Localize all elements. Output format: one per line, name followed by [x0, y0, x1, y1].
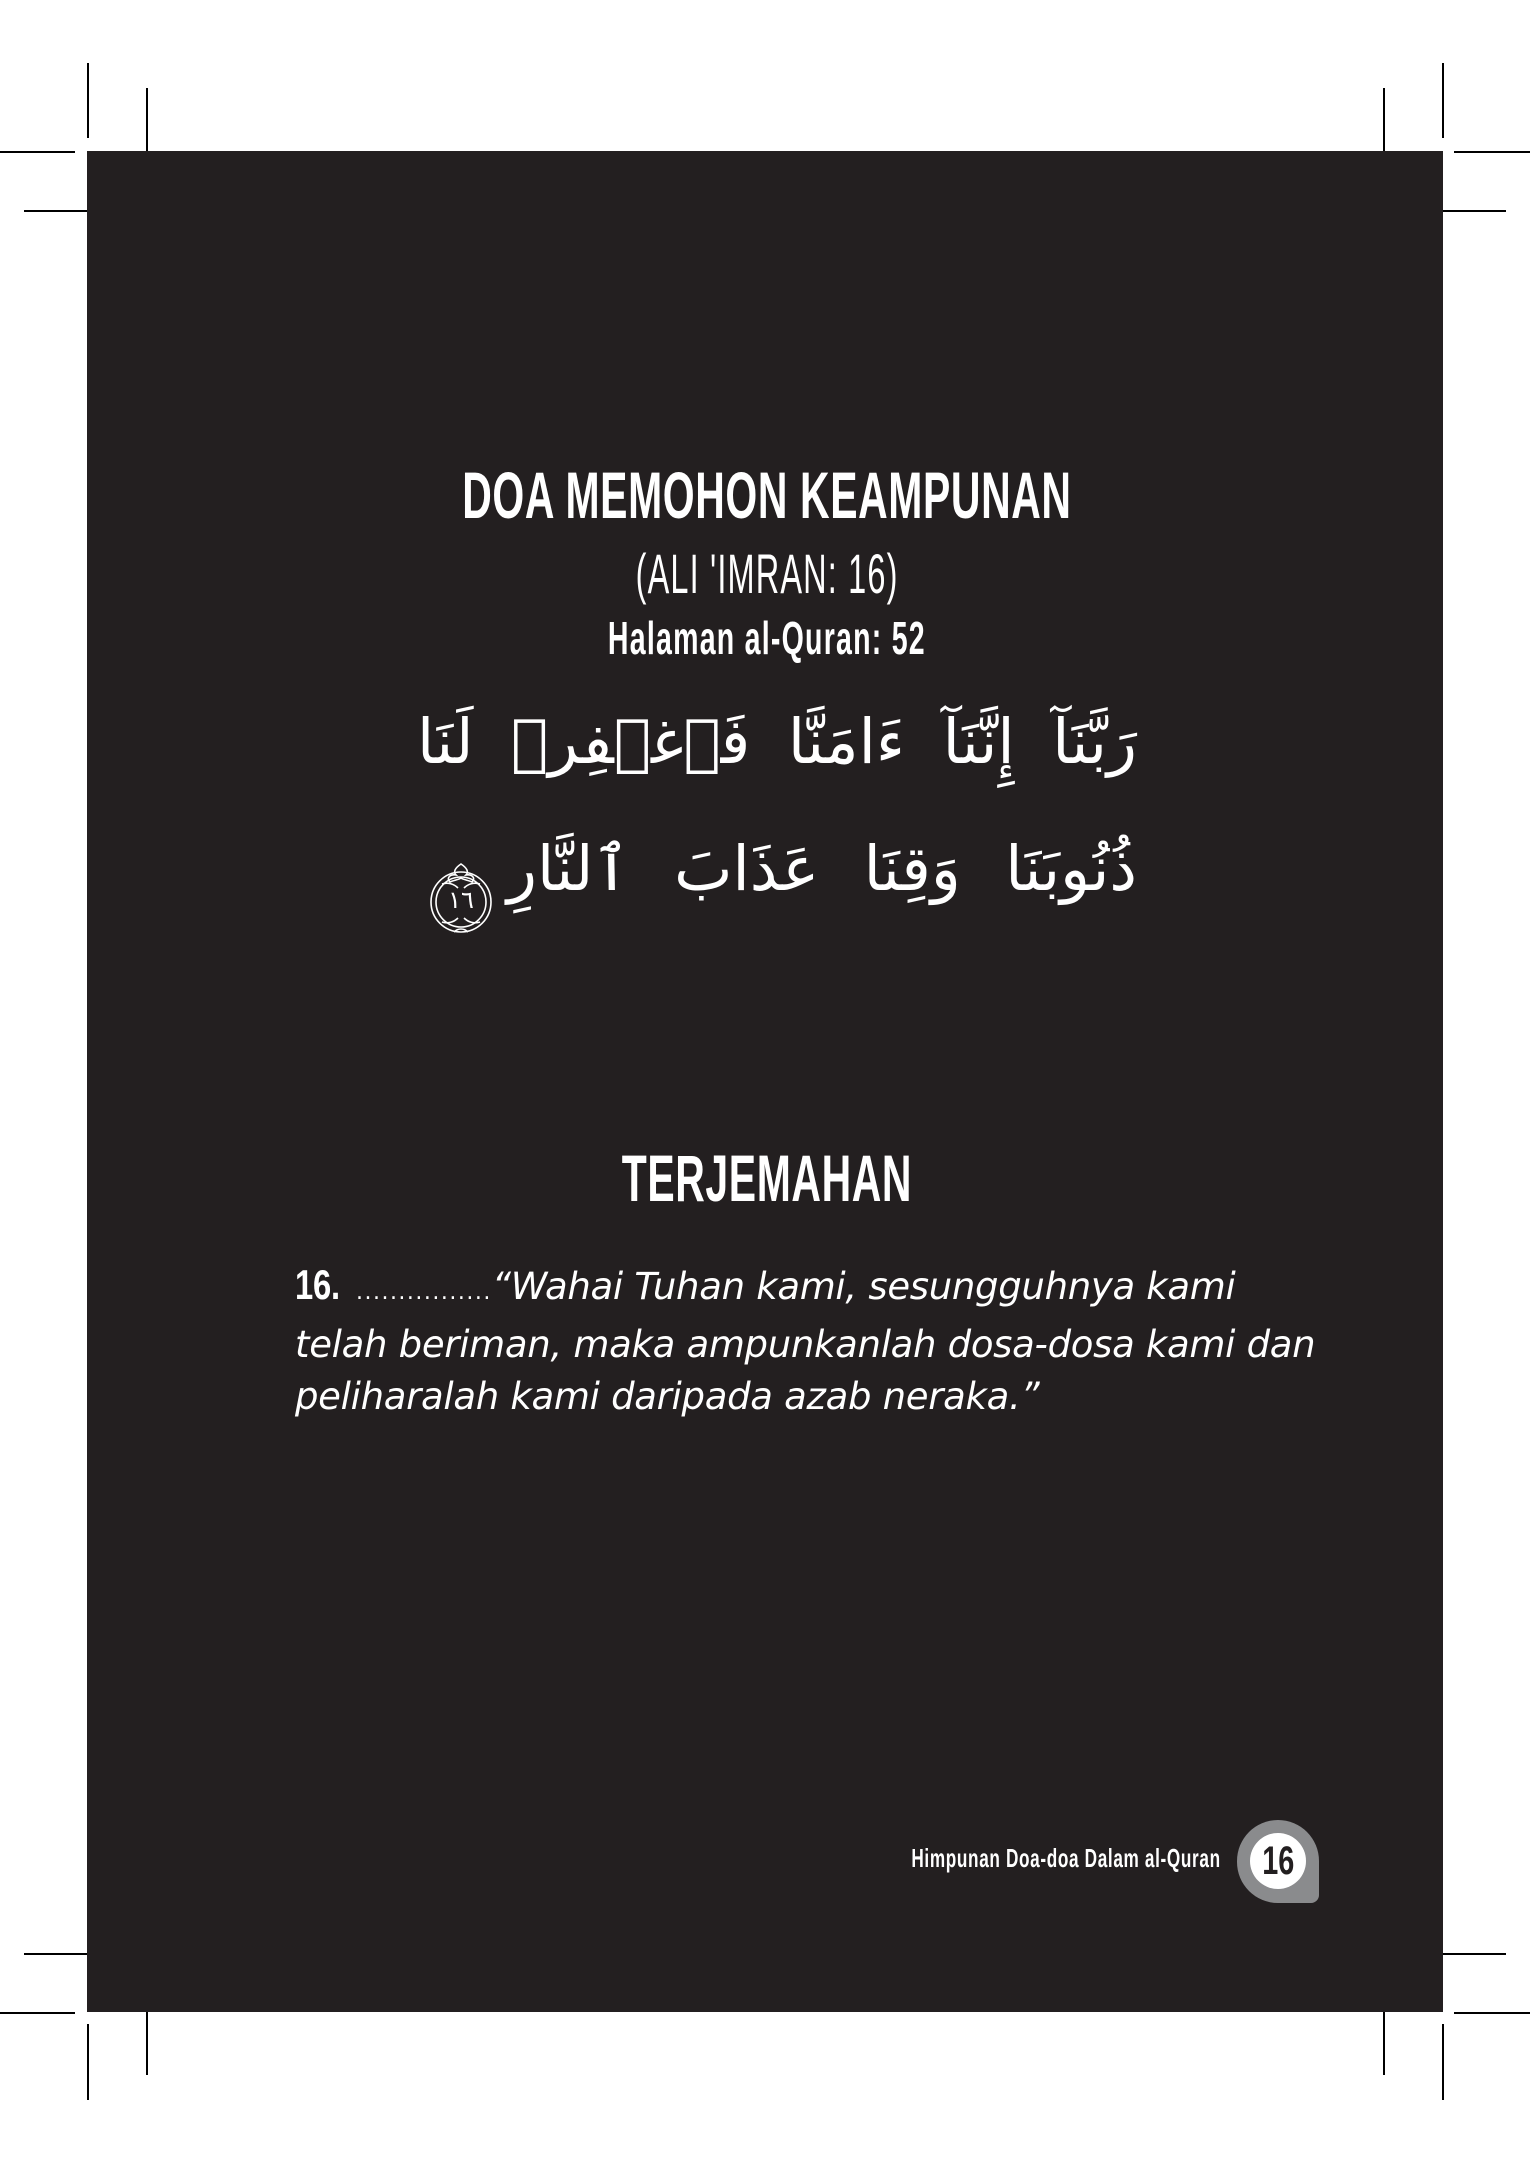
- crop-mark: [146, 88, 148, 151]
- crop-mark: [1383, 2012, 1385, 2075]
- crop-mark: [1454, 151, 1530, 153]
- translation-line-3: peliharalah kami daripada azab neraka.”: [295, 1375, 1040, 1418]
- crop-mark: [1454, 2012, 1530, 2014]
- arabic-verse-line-1: رَبَّنَآ إِنَّنَآ ءَامَنَّا فَٱغۡفِرۡ لَنَا: [417, 705, 1137, 778]
- page-number-circle: [1250, 1833, 1306, 1889]
- page-number-badge: [1237, 1820, 1319, 1903]
- crop-mark: [0, 2012, 75, 2014]
- crop-mark: [1443, 210, 1506, 212]
- ayah-number: ١٦: [448, 886, 474, 914]
- dot-leader: ................: [355, 1280, 492, 1305]
- crop-mark: [1442, 63, 1444, 138]
- surah-reference: (ALI 'IMRAN: 16): [635, 542, 899, 605]
- crop-mark: [146, 2012, 148, 2075]
- translation-line-text: “Wahai Tuhan kami, sesungguhnya kami: [491, 1265, 1236, 1308]
- page-number: 16: [1261, 1838, 1295, 1883]
- verse-number: 16.: [295, 1261, 340, 1308]
- page-title: DOA MEMOHON KEAMPUNAN: [462, 458, 1072, 532]
- crop-mark: [1383, 88, 1385, 151]
- translation-text: [295, 1259, 1375, 1423]
- crop-mark: [24, 1953, 87, 1955]
- translation-line-2: telah beriman, maka ampunkanlah dosa-dosa kami dan: [295, 1323, 1316, 1366]
- book-title-footer: Himpunan Doa-doa Dalam al-Quran: [911, 1843, 1221, 1873]
- crop-mark: [0, 151, 75, 153]
- crop-mark: [1442, 2024, 1444, 2100]
- arabic-verse-line-2: ذُنُوبَنَا وَقِنَا عَذَابَ ٱلنَّارِ: [507, 832, 1137, 905]
- section-heading-translation: TERJEMAHAN: [621, 1141, 913, 1215]
- ayah-end-marker: [428, 860, 494, 940]
- crop-mark: [24, 210, 87, 212]
- crop-mark: [87, 2024, 89, 2100]
- translation-line-1: [295, 1259, 1375, 1319]
- crop-mark: [1443, 1953, 1506, 1955]
- page-panel: [87, 151, 1443, 2012]
- quran-page-reference: Halaman al-Quran: 52: [607, 612, 926, 664]
- crop-mark: [87, 63, 89, 138]
